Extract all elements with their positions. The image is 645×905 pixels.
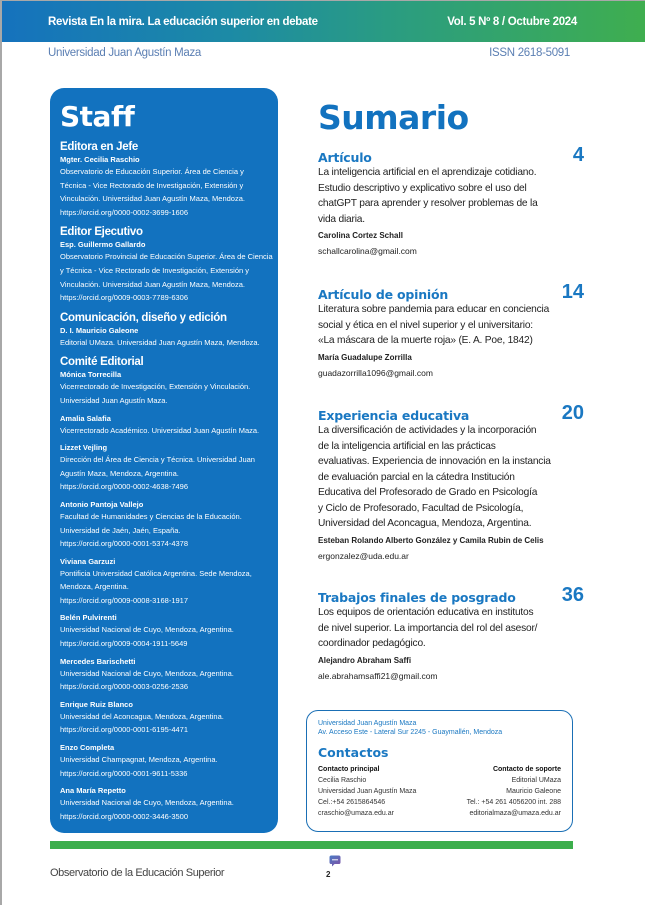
staff-member-name: Esp. Guillermo Gallardo bbox=[60, 240, 146, 250]
orcid-link[interactable]: https://orcid.org/0000-0003-0256-2536 bbox=[60, 682, 189, 692]
staff-member-name: Mgter. Cecilia Raschio bbox=[60, 155, 140, 164]
entry-category: Experiencia educativa bbox=[318, 408, 470, 423]
journal-header-bar bbox=[2, 1, 645, 42]
contact-soporte-heading: Contacto de soporte bbox=[492, 766, 561, 773]
staff-member-affiliation: Universidad Champagnat, Mendoza, Argentina. bbox=[60, 755, 218, 765]
orcid-link[interactable]: https://orcid.org/0009-0004-1911-5649 bbox=[60, 639, 188, 649]
staff-member-affiliation: Vicerrectorado de Investigación, Extensión y Vinculación. bbox=[60, 382, 251, 392]
staff-member bbox=[60, 556, 268, 608]
staff-member bbox=[60, 442, 268, 494]
entry-author: Esteban Rolando Alberto González y Camila Rubin de Celis bbox=[318, 535, 544, 545]
entry-title-line: de evaluación parcial en la cátedra Institución bbox=[318, 471, 515, 483]
staff-member bbox=[60, 656, 268, 694]
university-name: Universidad Juan Agustín Maza bbox=[48, 47, 202, 59]
staff-panel bbox=[50, 88, 278, 833]
contact-org-name: Universidad Juan Agustín Maza bbox=[318, 720, 417, 727]
staff-member-affiliation: Observatorio Provincial de Educación Superior. Área de Ciencia bbox=[60, 252, 273, 262]
sumario-title: Sumario bbox=[318, 98, 469, 137]
staff-member-name: D. I. Mauricio Galeone bbox=[60, 325, 139, 335]
entry-title-line: vida diaria. bbox=[318, 213, 365, 225]
entry-title-line: Literatura sobre pandemia para educar en conciencia bbox=[318, 304, 550, 315]
staff-member-affiliation: Editorial UMaza. Universidad Juan Agustín Maza, Mendoza. bbox=[60, 337, 260, 347]
footer-organization: Observatorio de la Educación Superior bbox=[50, 867, 225, 879]
entry-title[interactable] bbox=[318, 605, 580, 652]
entry-title-line: de nivel superior. La importancia del rol del asesor/ bbox=[318, 622, 538, 634]
entry-email[interactable]: schallcarolina@gmail.com bbox=[318, 246, 417, 256]
entry-title[interactable] bbox=[318, 165, 580, 227]
contact-principal-name: Cecilia Raschio bbox=[318, 777, 367, 784]
staff-member-affiliation: Universidad Nacional de Cuyo, Mendoza, Argentina. bbox=[60, 625, 234, 635]
staff-member bbox=[60, 612, 268, 650]
staff-member-name: Ana María Repetto bbox=[60, 786, 126, 796]
entry-title-line: La inteligencia artificial en el aprendizaje cotidiano. bbox=[318, 167, 537, 178]
sumario-entry[interactable] bbox=[318, 402, 584, 565]
staff-member bbox=[60, 785, 268, 823]
contact-principal-heading: Contacto principal bbox=[318, 766, 380, 773]
staff-member-name: Amalia Salafia bbox=[60, 413, 111, 423]
staff-member-affiliation: Observatorio de Educación Superior. Área de Ciencia y bbox=[60, 167, 244, 176]
staff-member-affiliation: Vinculación. Universidad Juan Agustín Maza, Mendoza. bbox=[60, 279, 245, 289]
entry-title-line: coordinador pedagógico. bbox=[318, 638, 426, 649]
staff-member bbox=[60, 742, 268, 780]
staff-sections bbox=[60, 140, 273, 823]
staff-member-affiliation: Facultad de Humanidades y Ciencias de la Educación. bbox=[60, 511, 242, 521]
contact-soporte bbox=[467, 764, 561, 819]
staff-member-affiliation: Agustín Maza, Mendoza, Argentina. bbox=[60, 468, 179, 478]
contact-principal-email[interactable]: craschio@umaza.edu.ar bbox=[318, 810, 394, 817]
contact-org-address: Av. Acceso Este - Lateral Sur 2245 - Guaymallén, Mendoza bbox=[318, 729, 503, 736]
staff-member-affiliation: Mendoza, Argentina. bbox=[60, 582, 129, 592]
entry-email[interactable]: guadazorrilla1096@gmail.com bbox=[318, 367, 433, 378]
page-number: 2 bbox=[326, 870, 331, 879]
staff-member-name: Enrique Ruiz Blanco bbox=[60, 699, 133, 709]
entry-author: Alejandro Abraham Saffi bbox=[318, 655, 412, 665]
sumario-entry[interactable] bbox=[318, 144, 584, 260]
staff-member-affiliation: Dirección del Área de Ciencia y Técnica. Universidad Juan bbox=[60, 455, 255, 465]
entry-category: Artículo de opinión bbox=[318, 287, 449, 302]
sumario-entry[interactable] bbox=[318, 584, 584, 685]
entry-title-line: social y ética en el nivel superior y el universitario: bbox=[318, 319, 533, 331]
staff-member-affiliation: Vinculación. Universidad Juan Agustín Maza, Mendoza. bbox=[60, 194, 245, 204]
entry-title-line: evaluativas. Experiencia de innovación en la instancia bbox=[318, 456, 551, 467]
staff-section-title: Editor Ejecutivo bbox=[60, 226, 143, 239]
staff-member-name: Mónica Torrecilla bbox=[60, 370, 122, 380]
orcid-link[interactable]: https://orcid.org/0000-0002-3446-3500 bbox=[60, 811, 189, 821]
staff-member-affiliation: Técnica - Vice Rectorado de Investigación, Extensión y bbox=[60, 180, 244, 190]
staff-member-name: Mercedes Barischetti bbox=[60, 656, 136, 666]
contact-soporte-phone: Tel.: +54 261 4056200 int. 288 bbox=[466, 799, 561, 806]
entry-page-number[interactable]: 20 bbox=[561, 402, 584, 424]
staff-member bbox=[60, 239, 273, 304]
contacts-box bbox=[306, 710, 573, 832]
staff-section-title: Comunicación, diseño y edición bbox=[60, 311, 227, 324]
entry-page-number[interactable]: 36 bbox=[561, 584, 584, 606]
staff-member-affiliation: Universidad Nacional de Cuyo, Mendoza, Argentina. bbox=[60, 798, 234, 808]
staff-member-affiliation: Universidad Juan Agustín Maza. bbox=[60, 395, 168, 405]
entry-title-line: de la inteligencia artificial en las prácticas bbox=[318, 440, 496, 452]
staff-member-name: Antonio Pantoja Vallejo bbox=[60, 499, 144, 509]
contact-soporte-email[interactable]: editorialmaza@umaza.edu.ar bbox=[469, 810, 561, 817]
staff-member bbox=[60, 325, 268, 350]
journal-title: Revista En la mira. La educación superior en debate bbox=[48, 16, 318, 28]
entry-title-line: chatGPT para aprender y resolver problemas de la bbox=[318, 198, 538, 209]
entry-email[interactable]: ergonzalez@uda.edu.ar bbox=[318, 550, 409, 561]
contacts-title: Contactos bbox=[318, 745, 389, 760]
subheader bbox=[2, 47, 645, 63]
orcid-link[interactable]: https://orcid.org/0000-0001-6195-4471 bbox=[60, 725, 189, 735]
contact-principal-phone: Cel.:+54 2615864546 bbox=[318, 799, 386, 806]
contact-principal bbox=[318, 764, 416, 819]
contact-soporte-name: Mauricio Galeone bbox=[506, 788, 561, 795]
comment-icon[interactable] bbox=[329, 855, 341, 867]
entry-title-line: Estudio descriptivo y explicativo sobre el uso del bbox=[318, 182, 527, 194]
staff-member-name: Enzo Completa bbox=[60, 743, 115, 753]
staff-member bbox=[60, 499, 268, 551]
entry-title[interactable] bbox=[318, 423, 580, 532]
staff-member bbox=[60, 699, 268, 737]
entry-category: Artículo bbox=[318, 150, 372, 165]
footer-divider bbox=[50, 841, 573, 849]
orcid-link[interactable]: https://orcid.org/0009-0003-7789-6306 bbox=[60, 293, 189, 303]
staff-member-name: Lizzet Vejling bbox=[60, 443, 108, 453]
entry-page-number[interactable]: 4 bbox=[572, 144, 584, 166]
contact-principal-org: Universidad Juan Agustín Maza bbox=[318, 788, 417, 795]
entry-title[interactable] bbox=[318, 302, 580, 349]
staff-member-affiliation: Universidad Nacional de Cuyo, Mendoza, Argentina. bbox=[60, 668, 234, 678]
entry-author: Carolina Cortez Schall bbox=[318, 231, 403, 240]
entry-title-line: Los equipos de orientación educativa en institutos bbox=[318, 607, 534, 618]
staff-section-title: Editora en Jefe bbox=[60, 141, 138, 153]
staff-member-affiliation: Pontificia Universidad Católica Argentina. Sede Mendoza, bbox=[60, 568, 252, 578]
entry-author: María Guadalupe Zorrilla bbox=[318, 352, 412, 362]
entry-title-line: «La máscara de la muerte roja» (E. A. Poe, 1842) bbox=[318, 335, 533, 346]
staff-member-affiliation: Universidad de Jaén, Jaén, España. bbox=[60, 525, 181, 535]
staff-member-affiliation: Vicerrectorado Académico. Universidad Juan Agustín Maza. bbox=[60, 425, 260, 435]
staff-member bbox=[60, 154, 268, 219]
issue-label: Vol. 5 Nº 8 / Octubre 2024 bbox=[447, 16, 577, 28]
orcid-link[interactable]: https://orcid.org/0000-0002-3699-1606 bbox=[60, 207, 189, 217]
staff-member bbox=[60, 369, 268, 407]
staff-title: Staff bbox=[60, 100, 135, 133]
staff-member-affiliation: y Técnica - Vice Rectorado de Investigación, Extensión y bbox=[60, 265, 249, 275]
orcid-link[interactable]: https://orcid.org/0000-0001-5374-4378 bbox=[60, 539, 189, 549]
orcid-link[interactable]: https://orcid.org/0000-0002-4638-7496 bbox=[60, 482, 189, 492]
entry-page-number[interactable]: 14 bbox=[561, 281, 584, 303]
staff-member-name: Belén Pulvirenti bbox=[60, 613, 117, 623]
orcid-link[interactable]: https://orcid.org/0000-0001-9611-5336 bbox=[60, 768, 188, 778]
entry-title-line: Educativa del Profesorado de Grado en Psicología bbox=[318, 487, 538, 498]
staff-member bbox=[60, 413, 268, 438]
staff-member-affiliation: Universidad del Aconcagua, Mendoza, Argentina. bbox=[60, 711, 224, 721]
entry-title-line: Universidad del Aconcagua, Mendoza, Argentina. bbox=[318, 518, 532, 529]
contact-soporte-org: Editorial UMaza bbox=[511, 777, 561, 784]
entry-email[interactable]: ale.abrahamsaffi21@gmail.com bbox=[318, 670, 438, 681]
entry-title-line: La diversificación de actividades y la incorporación bbox=[318, 425, 537, 436]
orcid-link[interactable]: https://orcid.org/0009-0008-3168-1917 bbox=[60, 595, 189, 605]
sumario-entry[interactable] bbox=[318, 281, 584, 382]
entry-category: Trabajos finales de posgrado bbox=[318, 590, 516, 605]
staff-member-name: Viviana Garzuzi bbox=[60, 556, 116, 566]
entry-title-line: y Ciclo de Profesorado, Facultad de Psicología, bbox=[318, 502, 524, 514]
issn-label: ISSN 2618-5091 bbox=[489, 47, 570, 59]
staff-section-title: Comité Editorial bbox=[60, 356, 144, 369]
